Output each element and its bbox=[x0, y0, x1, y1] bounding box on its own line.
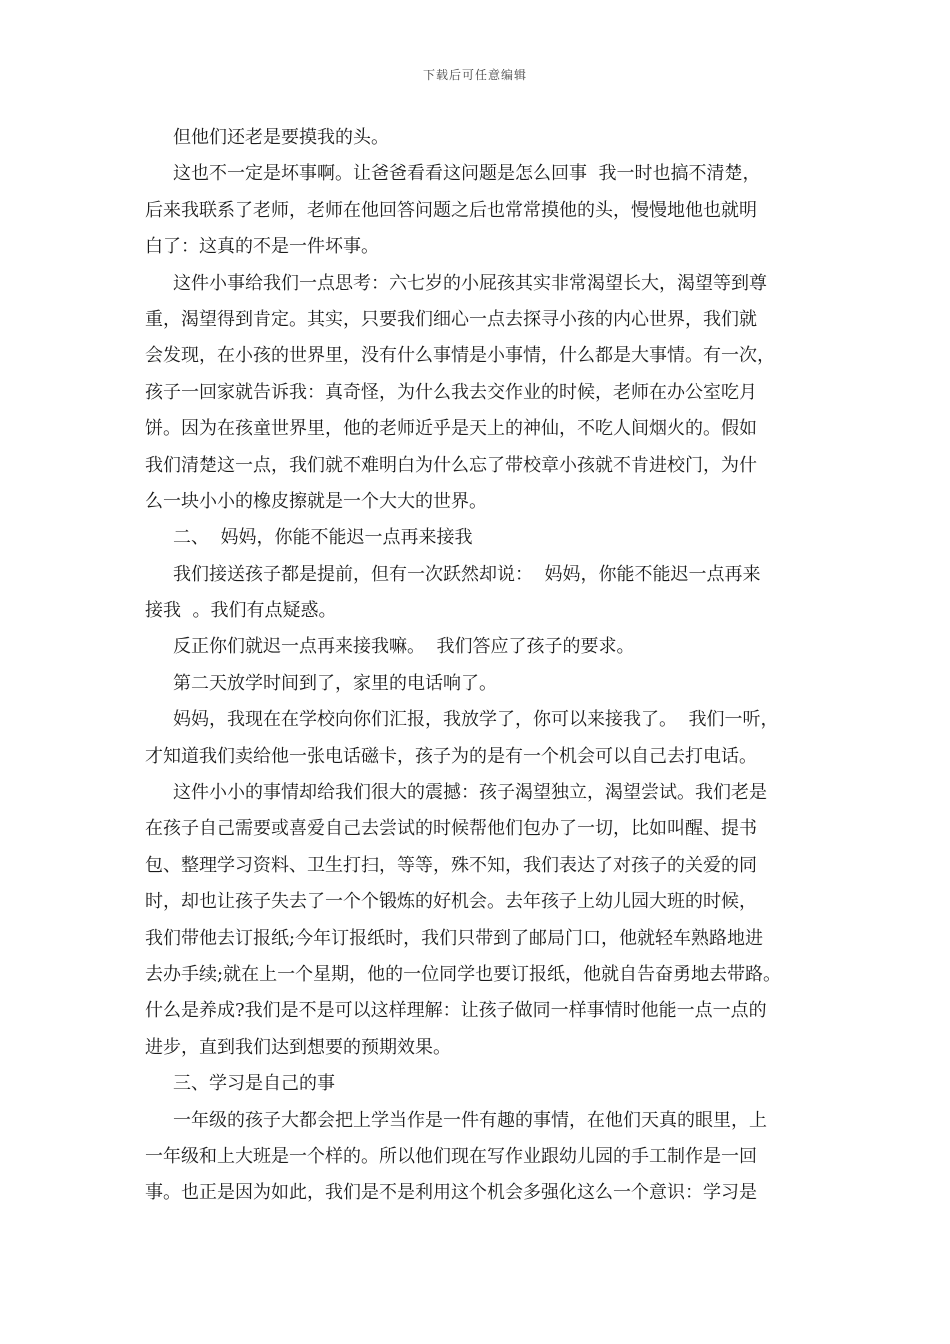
text-line: 孩子一回家就告诉我：真奇怪，为什么我去交作业的时候，老师在办公室吃月 bbox=[145, 381, 757, 403]
text-line: 事。也正是因为如此，我们是不是利用这个机会多强化这么一个意识：学习是 bbox=[145, 1182, 757, 1204]
text-line: 反正你们就迟一点再来接我嘛。 我们答应了孩子的要求。 bbox=[173, 636, 635, 658]
text-line: 么一块小小的橡皮擦就是一个大大的世界。 bbox=[145, 490, 487, 512]
text-line: 我们接送孩子都是提前，但有一次跃然却说： 妈妈，你能不能迟一点再来 bbox=[173, 563, 761, 585]
text-line: 一年级的孩子大都会把上学当作是一件有趣的事情，在他们天真的眼里，上 bbox=[173, 1109, 767, 1131]
text-line: 我们清楚这一点，我们就不难明白为什么忘了带校章小孩就不肯进校门，为什 bbox=[145, 454, 757, 476]
text-line: 白了：这真的不是一件坏事。 bbox=[145, 236, 379, 258]
text-line: 去办手续;就在上一个星期，他的一位同学也要订报纸，他就自告奋勇地去带路。 bbox=[145, 963, 782, 985]
text-line: 饼。因为在孩童世界里，他的老师近乎是天上的神仙，不吃人间烟火的。假如 bbox=[145, 418, 757, 440]
text-line: 才知道我们卖给他一张电话磁卡，孩子为的是有一个机会可以自己去打电话。 bbox=[145, 745, 757, 767]
text-line: 但他们还老是要摸我的头。 bbox=[173, 127, 389, 148]
text-line: 进步，直到我们达到想要的预期效果。 bbox=[145, 1036, 451, 1058]
text-line: 这件小事给我们一点思考：六七岁的小屁孩其实非常渴望长大，渴望等到尊 bbox=[173, 272, 767, 294]
text-line: 时，却也让孩子失去了一个个锻炼的好机会。去年孩子上幼儿园大班的时候， bbox=[145, 891, 757, 913]
document-body bbox=[145, 120, 805, 1212]
section-heading: 三、学习是自己的事 bbox=[173, 1073, 335, 1095]
text-line: 妈妈，我现在在学校向你们汇报，我放学了，你可以来接我了。 我们一听， bbox=[173, 709, 779, 731]
section-heading: 二、 妈妈，你能不能迟一点再来接我 bbox=[173, 527, 473, 549]
text-line: 这件小小的事情却给我们很大的震撼：孩子渴望独立，渴望尝试。我们老是 bbox=[173, 782, 767, 804]
text-line: 在孩子自己需要或喜爱自己去尝试的时候帮他们包办了一切，比如叫醒、提书 bbox=[145, 818, 757, 840]
text-line: 这也不一定是坏事啊。让爸爸看看这问题是怎么回事 我一时也搞不清楚， bbox=[173, 163, 761, 185]
page-header: 下载后可任意编辑 bbox=[422, 68, 527, 82]
text-line: 我们带他去订报纸;今年订报纸时，我们只带到了邮局门口，他就轻车熟路地进 bbox=[145, 927, 764, 949]
text-line: 包、整理学习资料、卫生打扫，等等，殊不知，我们表达了对孩子的关爱的同 bbox=[145, 854, 757, 876]
text-line: 会发现，在小孩的世界里，没有什么事情是小事情，什么都是大事情。有一次， bbox=[145, 345, 775, 367]
text-line: 一年级和上大班是一个样的。所以他们现在写作业跟幼儿园的手工制作是一回 bbox=[145, 1145, 757, 1167]
text-line: 后来我联系了老师，老师在他回答问题之后也常常摸他的头，慢慢地他也就明 bbox=[145, 199, 757, 221]
text-line: 什么是养成?我们是不是可以这样理解：让孩子做同一样事情时他能一点一点的 bbox=[145, 1000, 767, 1022]
text-line: 接我 。我们有点疑惑。 bbox=[145, 600, 337, 622]
text-line: 第二天放学时间到了，家里的电话响了。 bbox=[173, 672, 497, 694]
text-line: 重，渴望得到肯定。其实，只要我们细心一点去探寻小孩的内心世界，我们就 bbox=[145, 308, 757, 330]
